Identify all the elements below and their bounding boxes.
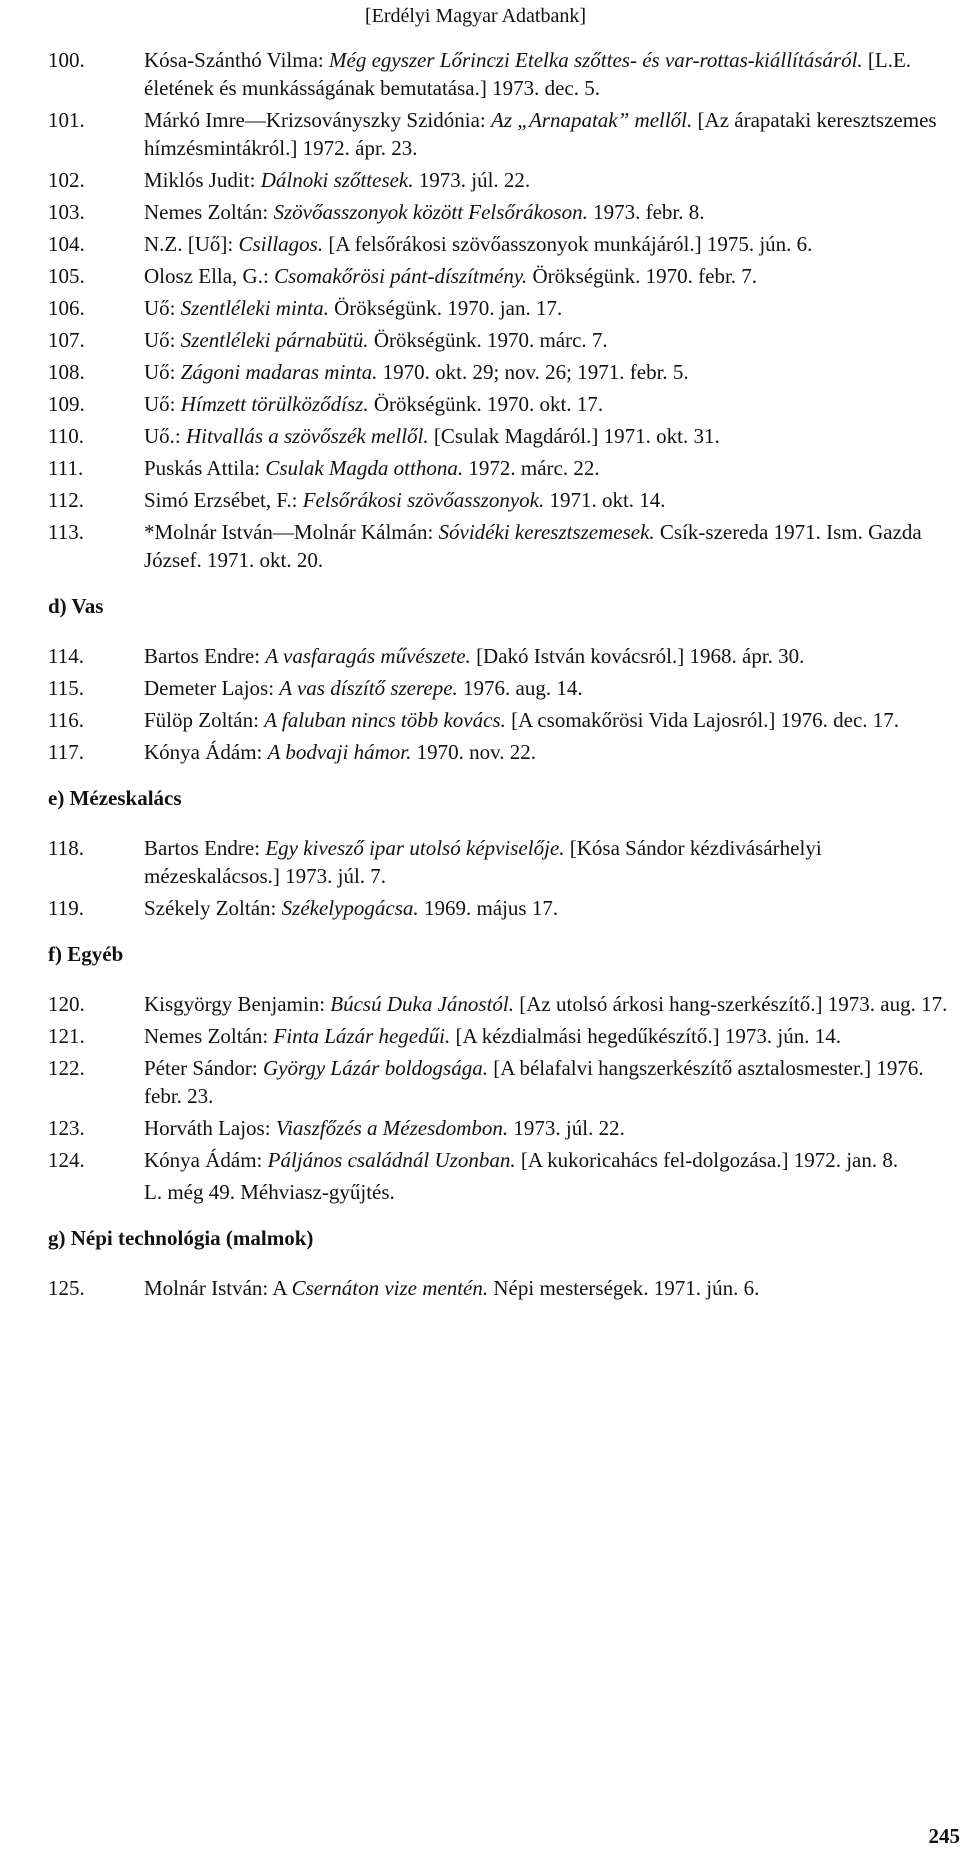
entry-title: Felsőrákosi szövőasszonyok. [302,488,545,512]
bibliography-entry [48,642,960,670]
entry-author: Nemes Zoltán: [144,1024,269,1048]
entry-text [144,834,960,890]
entry-text [144,990,960,1018]
entry-number: 108. [48,360,85,384]
entry-title: Búcsú Duka Jánostól. [330,992,515,1016]
entry-list-vas [48,642,960,766]
entry-details: 1970. okt. 29; nov. 26; 1971. febr. 5. [382,360,689,384]
entry-author: Uő: [144,328,176,352]
entry-text [144,230,960,258]
entry-details: Népi mesterségek. 1971. jún. 6. [493,1276,760,1300]
bibliography-entry [48,1146,960,1174]
entry-list-egyeb [48,990,960,1174]
entry-number: 106. [48,296,85,320]
entry-title: Hitvallás a szövőszék mellől. [186,424,429,448]
entry-number: 109. [48,392,85,416]
entry-author: Miklós Judit: [144,168,256,192]
entry-author: Horváth Lajos: [144,1116,271,1140]
bibliography-entry [48,230,960,258]
bibliography-entry [48,894,960,922]
cross-reference-note: L. még 49. Méhviasz-gyűjtés. [144,1180,395,1204]
entry-author: Uő: [144,392,176,416]
bibliography-entry [48,390,960,418]
entry-author: Fülöp Zoltán: [144,708,259,732]
bibliography-entry [48,738,960,766]
entry-details: [A kézdialmási hegedűkészítő.] 1973. jún. 14. [455,1024,841,1048]
entry-title: Páljános családnál Uzonban. [267,1148,516,1172]
entry-author: Péter Sándor: [144,1056,258,1080]
entry-author: Kósa-Szánthó Vilma: [144,48,324,72]
bibliography-entry [48,1022,960,1050]
entry-details: [Kósa Sándor kézdivásárhelyi mézeskalácsos.] 1973. júl. 7. [144,836,822,888]
entry-number: 120. [48,992,85,1016]
entry-number: 101. [48,108,85,132]
entry-details: [L.E. életének és munkásságának bemutatása.] 1973. dec. 5. [144,48,912,100]
entry-text [144,1146,960,1174]
entry-author: N.Z. [Uő]: [144,232,234,256]
entry-title: Csulak Magda otthona. [265,456,464,480]
entry-title: Dálnoki szőttesek. [260,168,414,192]
entry-text [144,674,960,702]
entry-number: 117. [48,740,84,764]
entry-title: Szentléleki párnabütü. [180,328,369,352]
entry-title: Egy kivesző ipar utolsó képviselője. [265,836,565,860]
entry-details: 1976. aug. 14. [463,676,583,700]
entry-title: Még egyszer Lőrinczi Etelka szőttes- és var-rottas-kiállításáról. [329,48,863,72]
entry-title: Csomakőrösi pánt-díszítmény. [274,264,528,288]
entry-author: Bartos Endre: [144,836,261,860]
entry-details: [Csulak Magdáról.] 1971. okt. 31. [433,424,720,448]
bibliography-entry [48,358,960,386]
bibliography-entry [48,326,960,354]
entry-number: 124. [48,1148,85,1172]
entry-details: [Az utolsó árkosi hang-szerkészítő.] 1973. aug. 17. [519,992,948,1016]
entry-title: A vas díszítő szerepe. [279,676,458,700]
entry-number: 119. [48,896,84,920]
entry-author: Márkó Imre—Krizsoványszky Szidónia: [144,108,486,132]
entry-details: [A kukoricahács fel-dolgozása.] 1972. jan. 8. [520,1148,899,1172]
entry-author: *Molnár István—Molnár Kálmán: [144,520,434,544]
entry-author: Demeter Lajos: [144,676,275,700]
entry-details: [Dakó István kovácsról.] 1968. ápr. 30. [476,644,805,668]
bibliography-entry [48,834,960,890]
entry-number: 121. [48,1024,85,1048]
page-header: [Erdélyi Magyar Adatbank] [364,5,586,27]
entry-details: Örökségünk. 1970. jan. 17. [334,296,563,320]
bibliography-entry [48,1054,960,1110]
entry-number: 103. [48,200,85,224]
entry-number: 104. [48,232,85,256]
entry-author: Puskás Attila: [144,456,261,480]
entry-title: Az „Arnapatak” mellől. [491,108,693,132]
entry-number: 100. [48,48,85,72]
entry-details: 1970. nov. 22. [416,740,536,764]
entry-author: Uő: [144,296,176,320]
bibliography-entry [48,262,960,290]
entry-text [144,166,960,194]
bibliography-content [48,46,960,1306]
entry-number: 115. [48,676,84,700]
entry-text [144,1054,960,1110]
bibliography-entry [48,990,960,1018]
entry-title: Csillagos. [238,232,324,256]
entry-details: 1973. febr. 8. [593,200,705,224]
entry-author: Molnár István: A [144,1276,287,1300]
section-heading-vas: d) Vas [48,594,104,618]
bibliography-entry [48,106,960,162]
entry-text [144,326,960,354]
section-heading-mezeskalacs: e) Mézeskalács [48,786,182,810]
section-heading-egyeb: f) Egyéb [48,942,124,966]
entry-author: Uő.: [144,424,181,448]
entry-details: Örökségünk. 1970. márc. 7. [373,328,608,352]
bibliography-entry [48,454,960,482]
entry-text [144,454,960,482]
entry-title: Viaszfőzés a Mézesdombon. [275,1116,509,1140]
entry-number: 116. [48,708,84,732]
entry-text [144,1274,960,1302]
bibliography-entry [48,1274,960,1302]
entry-title: Sóvidéki keresztszemesek. [438,520,655,544]
entry-text [144,46,960,102]
entry-number: 111. [48,456,84,480]
bibliography-entry [48,166,960,194]
entry-details: 1969. május 17. [423,896,559,920]
entry-title: A vasfaragás művészete. [265,644,471,668]
entry-author: Kónya Ádám: [144,740,263,764]
entry-title: Zágoni madaras minta. [180,360,378,384]
entry-text [144,358,960,386]
page-number: 245 [928,1824,960,1848]
entry-text [144,894,960,922]
entry-title: Csernáton vize mentén. [291,1276,489,1300]
entry-text [144,738,960,766]
entry-number: 110. [48,424,84,448]
entry-number: 105. [48,264,85,288]
entry-text [144,106,960,162]
entry-details: 1973. júl. 22. [513,1116,625,1140]
entry-text [144,1114,960,1142]
bibliography-entry [48,198,960,226]
section-heading-nepi-technologia: g) Népi technológia (malmok) [48,1226,314,1250]
entry-text [144,262,960,290]
entry-title: György Lázár boldogsága. [262,1056,488,1080]
bibliography-entry [48,1114,960,1142]
entry-author: Uő: [144,360,176,384]
entry-title: Szövőasszonyok között Felsőrákoson. [273,200,588,224]
bibliography-entry [48,518,960,574]
entry-text [144,486,960,514]
entry-text [144,422,960,450]
entry-number: 114. [48,644,84,668]
entry-title: A faluban nincs több kovács. [264,708,506,732]
entry-author: Olosz Ella, G.: [144,264,269,288]
entry-text [144,294,960,322]
entry-author: Nemes Zoltán: [144,200,269,224]
entry-details: Örökségünk. 1970. febr. 7. [532,264,758,288]
entry-text [144,1022,960,1050]
bibliography-entry [48,422,960,450]
entry-details: [A csomakőrösi Vida Lajosról.] 1976. dec. 17. [511,708,900,732]
entry-text [144,518,960,574]
entry-title: Székelypogácsa. [281,896,419,920]
bibliography-entry [48,294,960,322]
entry-details: 1973. júl. 22. [418,168,531,192]
entry-title: Hímzett törülköződísz. [180,392,369,416]
entry-number: 113. [48,520,84,544]
entry-details: [A felsőrákosi szövőasszonyok munkájáról.] 1975. jún. 6. [328,232,813,256]
entry-details: [A bélafalvi hangszerkészítő asztalosmester.] 1976. febr. 23. [144,1056,924,1108]
entry-list-textiles [48,46,960,574]
entry-text [144,198,960,226]
entry-author: Kónya Ádám: [144,1148,263,1172]
entry-text [144,642,960,670]
entry-details: Csík-szereda 1971. Ism. Gazda József. 1971. okt. 20. [144,520,922,572]
entry-number: 118. [48,836,84,860]
bibliography-entry [48,486,960,514]
entry-number: 123. [48,1116,85,1140]
entry-author: Székely Zoltán: [144,896,277,920]
entry-number: 107. [48,328,85,352]
bibliography-entry [48,674,960,702]
entry-text [144,390,960,418]
entry-details: 1971. okt. 14. [549,488,666,512]
entry-details: Örökségünk. 1970. okt. 17. [373,392,604,416]
entry-details: [Az árapataki keresztszemes hímzésmintákról.] 1972. ápr. 23. [144,108,937,160]
bibliography-entry [48,706,960,734]
bibliography-entry [48,46,960,102]
entry-list-nepi-technologia [48,1274,960,1302]
entry-details: 1972. márc. 22. [468,456,600,480]
entry-title: Finta Lázár hegedűi. [273,1024,451,1048]
entry-number: 122. [48,1056,85,1080]
entry-text [144,706,960,734]
entry-number: 102. [48,168,85,192]
entry-number: 125. [48,1276,85,1300]
entry-author: Bartos Endre: [144,644,261,668]
entry-number: 112. [48,488,84,512]
entry-author: Kisgyörgy Benjamin: [144,992,326,1016]
entry-title: A bodvaji hámor. [267,740,412,764]
entry-title: Szentléleki minta. [180,296,329,320]
entry-author: Simó Erzsébet, F.: [144,488,298,512]
entry-list-mezeskalacs [48,834,960,922]
